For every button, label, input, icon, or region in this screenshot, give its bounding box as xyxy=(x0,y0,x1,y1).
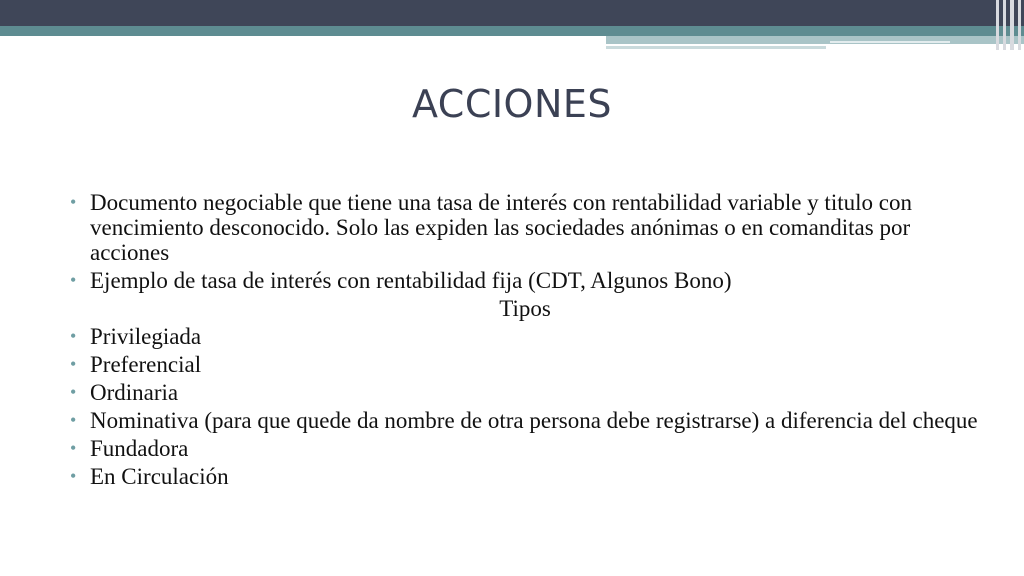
list-item xyxy=(70,324,980,349)
bullet-icon: • xyxy=(70,326,77,346)
list-item-text: Fundadora xyxy=(90,436,189,461)
section-heading-text: Tipos xyxy=(499,296,551,321)
list-item xyxy=(70,408,980,433)
list-item xyxy=(70,352,980,377)
list-item-text: Ejemplo de tasa de interés con rentabilidad fija (CDT, Algunos Bono) xyxy=(90,268,732,293)
header-accent-line-thin xyxy=(830,41,950,43)
list-item xyxy=(70,190,980,265)
list-item xyxy=(70,436,980,461)
list-item-text: Preferencial xyxy=(90,352,202,377)
bullet-icon: • xyxy=(70,192,77,212)
header-teal-bar xyxy=(0,26,1024,36)
bullet-icon: • xyxy=(70,354,77,374)
header-light-bar xyxy=(606,36,1024,44)
bullet-icon: • xyxy=(70,438,77,458)
slide-title: ACCIONES xyxy=(411,82,613,126)
list-item-text: Nominativa (para que quede da nombre de otra persona debe registrarse) a diferencia del cheque xyxy=(90,408,978,433)
bullet-icon: • xyxy=(70,410,77,430)
list-item-text: Privilegiada xyxy=(90,324,202,349)
bullet-icon: • xyxy=(70,466,77,486)
list-item xyxy=(70,380,980,405)
slide-content-list xyxy=(70,190,980,492)
header-stripes xyxy=(994,0,1024,50)
bullet-icon: • xyxy=(70,270,77,290)
section-heading xyxy=(70,296,980,321)
header-accent-line xyxy=(606,46,826,49)
header-dark-bar xyxy=(0,0,1024,26)
list-item xyxy=(70,268,980,293)
list-item-text: En Circulación xyxy=(90,464,229,489)
list-item-text: Documento negociable que tiene una tasa de interés con rentabilidad variable y titulo con vencimiento desconocido. Solo las expiden las sociedades anónimas o en comanditas por acciones xyxy=(90,190,912,265)
list-item-text: Ordinaria xyxy=(90,380,179,405)
list-item xyxy=(70,464,980,489)
bullet-icon: • xyxy=(70,382,77,402)
